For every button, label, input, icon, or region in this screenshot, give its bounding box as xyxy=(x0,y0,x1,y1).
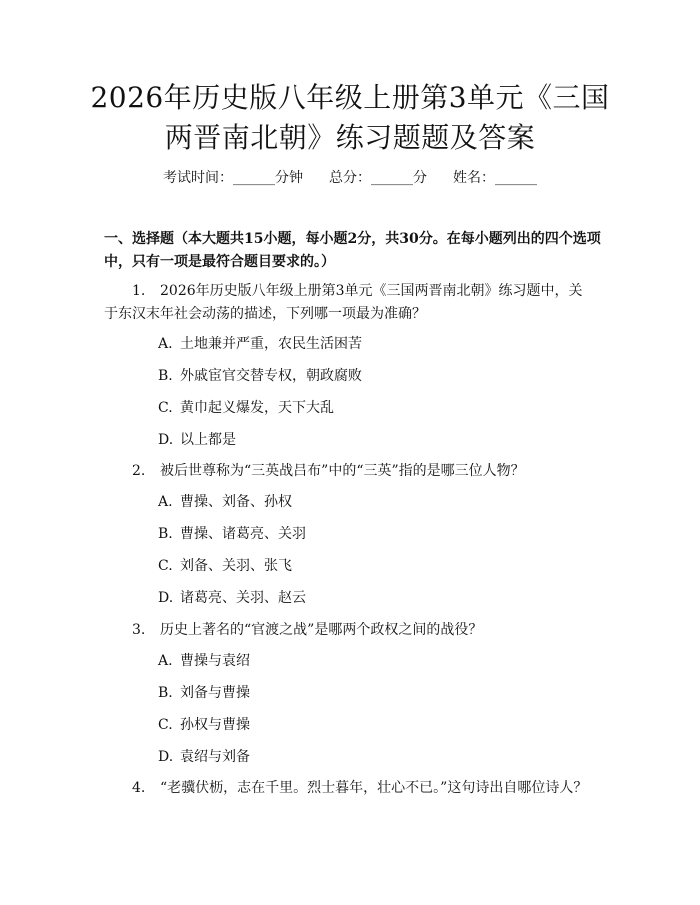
option-letter: C. xyxy=(158,717,173,733)
option-letter: D. xyxy=(158,432,174,448)
option-text: 袁绍与刘备 xyxy=(180,749,250,765)
option-letter: A. xyxy=(158,494,173,510)
option-3d xyxy=(158,747,250,767)
option-3c xyxy=(158,715,250,735)
question-text: 2026年历史版八年级上册第3单元《三国两晋南北朝》练习题中，关于东汉末年社会动荡的描述，下列哪一项最为准确？ xyxy=(104,283,583,322)
option-1c xyxy=(158,398,334,418)
question-text: “老骥伏枥，志在千里。烈士暮年，壮心不已。”这句诗出自哪位诗人？ xyxy=(160,780,588,796)
option-text: 诸葛亮、关羽、赵云 xyxy=(180,590,306,606)
question-1 xyxy=(104,280,594,326)
option-2b xyxy=(158,524,306,544)
option-letter: B. xyxy=(158,368,173,384)
option-text: 曹操、诸葛亮、关羽 xyxy=(180,526,306,542)
question-3 xyxy=(104,619,594,642)
option-2c xyxy=(158,556,292,576)
question-text: 历史上著名的“官渡之战”是哪两个政权之间的战役？ xyxy=(160,622,483,638)
option-1a xyxy=(158,334,362,354)
option-letter: B. xyxy=(158,685,173,701)
option-text: 以上都是 xyxy=(180,432,236,448)
option-text: 曹操、刘备、孙权 xyxy=(180,494,292,510)
total-score-field: 总分：______分 xyxy=(329,170,427,186)
option-text: 黄巾起义爆发，天下大乱 xyxy=(180,400,334,416)
option-text: 曹操与袁绍 xyxy=(180,653,250,669)
option-letter: A. xyxy=(158,336,173,352)
question-number: 3. xyxy=(132,622,146,638)
question-text: 被后世尊称为“三英战吕布”中的“三英”指的是哪三位人物？ xyxy=(160,463,525,479)
exam-time-field: 考试时间：______分钟 xyxy=(163,170,303,186)
exam-info-line xyxy=(0,168,700,188)
question-2 xyxy=(104,460,594,483)
option-text: 土地兼并严重，农民生活困苦 xyxy=(180,336,362,352)
option-text: 刘备与曹操 xyxy=(180,685,250,701)
option-letter: A. xyxy=(158,653,173,669)
option-letter: D. xyxy=(158,749,174,765)
option-text: 刘备、关羽、张飞 xyxy=(180,558,292,574)
option-letter: C. xyxy=(158,400,173,416)
question-number: 2. xyxy=(132,463,146,479)
option-3a xyxy=(158,651,250,671)
question-number: 1. xyxy=(132,283,146,299)
option-letter: D. xyxy=(158,590,174,606)
document-title: 2026年历史版八年级上册第3单元《三国两晋南北朝》练习题题及答案 xyxy=(90,81,610,154)
option-1b xyxy=(158,366,362,386)
option-text: 外戚宦官交替专权，朝政腐败 xyxy=(180,368,362,384)
option-2a xyxy=(158,492,292,512)
section-heading: 一、选择题（本大题共15小题，每小题2分，共30分。在每小题列出的四个选项中，只有一项是最符合题目要求的。） xyxy=(104,231,601,270)
option-letter: B. xyxy=(158,526,173,542)
option-1d xyxy=(158,430,236,450)
question-number: 4. xyxy=(132,780,146,796)
option-2d xyxy=(158,588,306,608)
student-name-field: 姓名：______ xyxy=(453,170,537,186)
option-letter: C. xyxy=(158,558,173,574)
question-4 xyxy=(104,777,594,800)
option-text: 孙权与曹操 xyxy=(180,717,250,733)
option-3b xyxy=(158,683,250,703)
